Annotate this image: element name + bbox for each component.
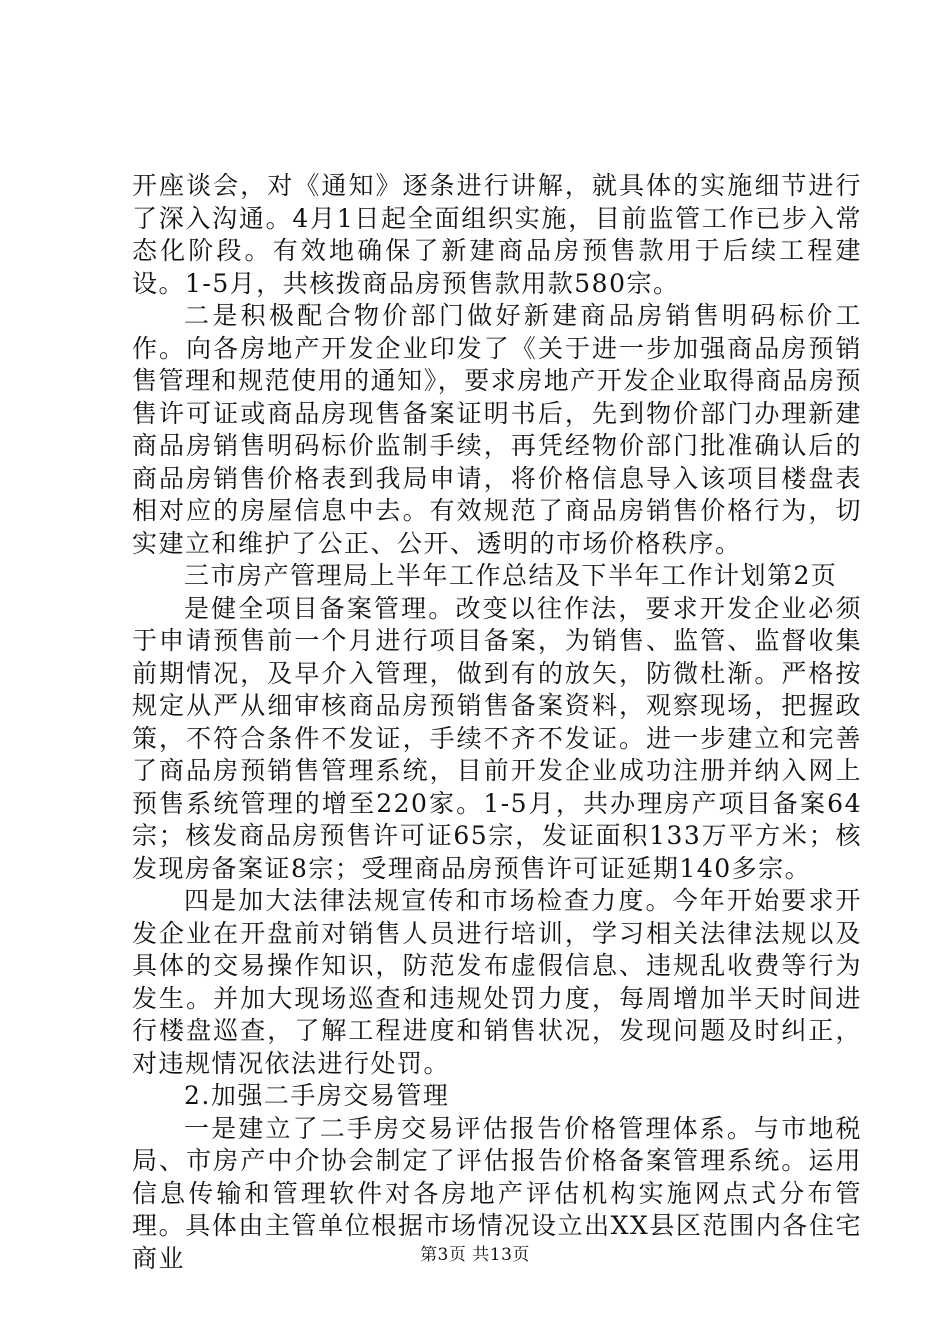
paragraph-law-publicity: 四是加大法律法规宣传和市场检查力度。今年开始要求开发企业在开盘前对销售人员进行培训，学习相关法律法规以及具体的交易操作知识，防范发布虚假信息、违规乱收费等行为发生。并加大现场巡查和违规处罚力度，每周增加半天时间进行楼盘巡查，了解工程进度和销售状况，发现问题及时纠正，对违规情况依法进行处罚。 (132, 886, 862, 1078)
section-heading-second-hand-housing: 2.加强二手房交易管理 (184, 1081, 450, 1110)
page-footer (0, 1244, 950, 1266)
document-body (132, 170, 862, 1275)
paragraph-price-marking: 二是积极配合物价部门做好新建商品房销售明码标价工作。向各房地产开发企业印发了《关于进一步加强商品房预销售管理和规范使用的通知》，要求房地产开发企业取得商品房预售许可证或商品房现售备案证明书后，先到物价部门办理新建商品房销售明码标价监制手续，再凭经物价部门批准确认后的商品房销售价格表到我局申请，将价格信息导入该项目楼盘表相对应的房屋信息中去。有效规范了商品房销售价格行为，切实建立和维护了公正、公开、透明的市场价格秩序。 (132, 301, 862, 558)
paragraph-continuation: 开座谈会，对《通知》逐条进行讲解，就具体的实施细节进行了深入沟通。4月1日起全面组织实施，目前监管工作已步入常态化阶段。有效地确保了新建商品房预售款用于后续工程建设。1-5月，共核拨商品房预售款用款580宗。 (132, 171, 862, 298)
paragraph-valuation-system: 一是建立了二手房交易评估报告价格管理体系。与市地税局、市房产中介协会制定了评估报告价格备案管理系统。运用信息传输和管理软件对各房地产评估机构实施网点式分布管理。具体由主管单位根据市场情况设立出XX县区范围内各住宅商业 (132, 1113, 862, 1273)
paragraph-project-filing: 是健全项目备案管理。改变以往作法，要求开发企业必须于申请预售前一个月进行项目备案，为销售、监管、监督收集前期情况，及早介入管理，做到有的放矢，防微杜渐。严格按规定从严从细审核商品房预销售备案资料，观察现场，把握政策，不符合条件不发证，手续不齐不发证。进一步建立和完善了商品房预销售管理系统，目前开发企业成功注册并纳入网上预售系统管理的增至220家。1-5月，共办理房产项目备案64宗；核发商品房预售许可证65宗，发证面积133万平方米；核发现房备案证8宗；受理商品房预售许可证延期140多宗。 (132, 593, 862, 883)
paragraph-page-title: 三市房产管理局上半年工作总结及下半年工作计划第2页 (184, 561, 838, 590)
page-number-label: 第3页 共13页 (420, 1245, 530, 1265)
